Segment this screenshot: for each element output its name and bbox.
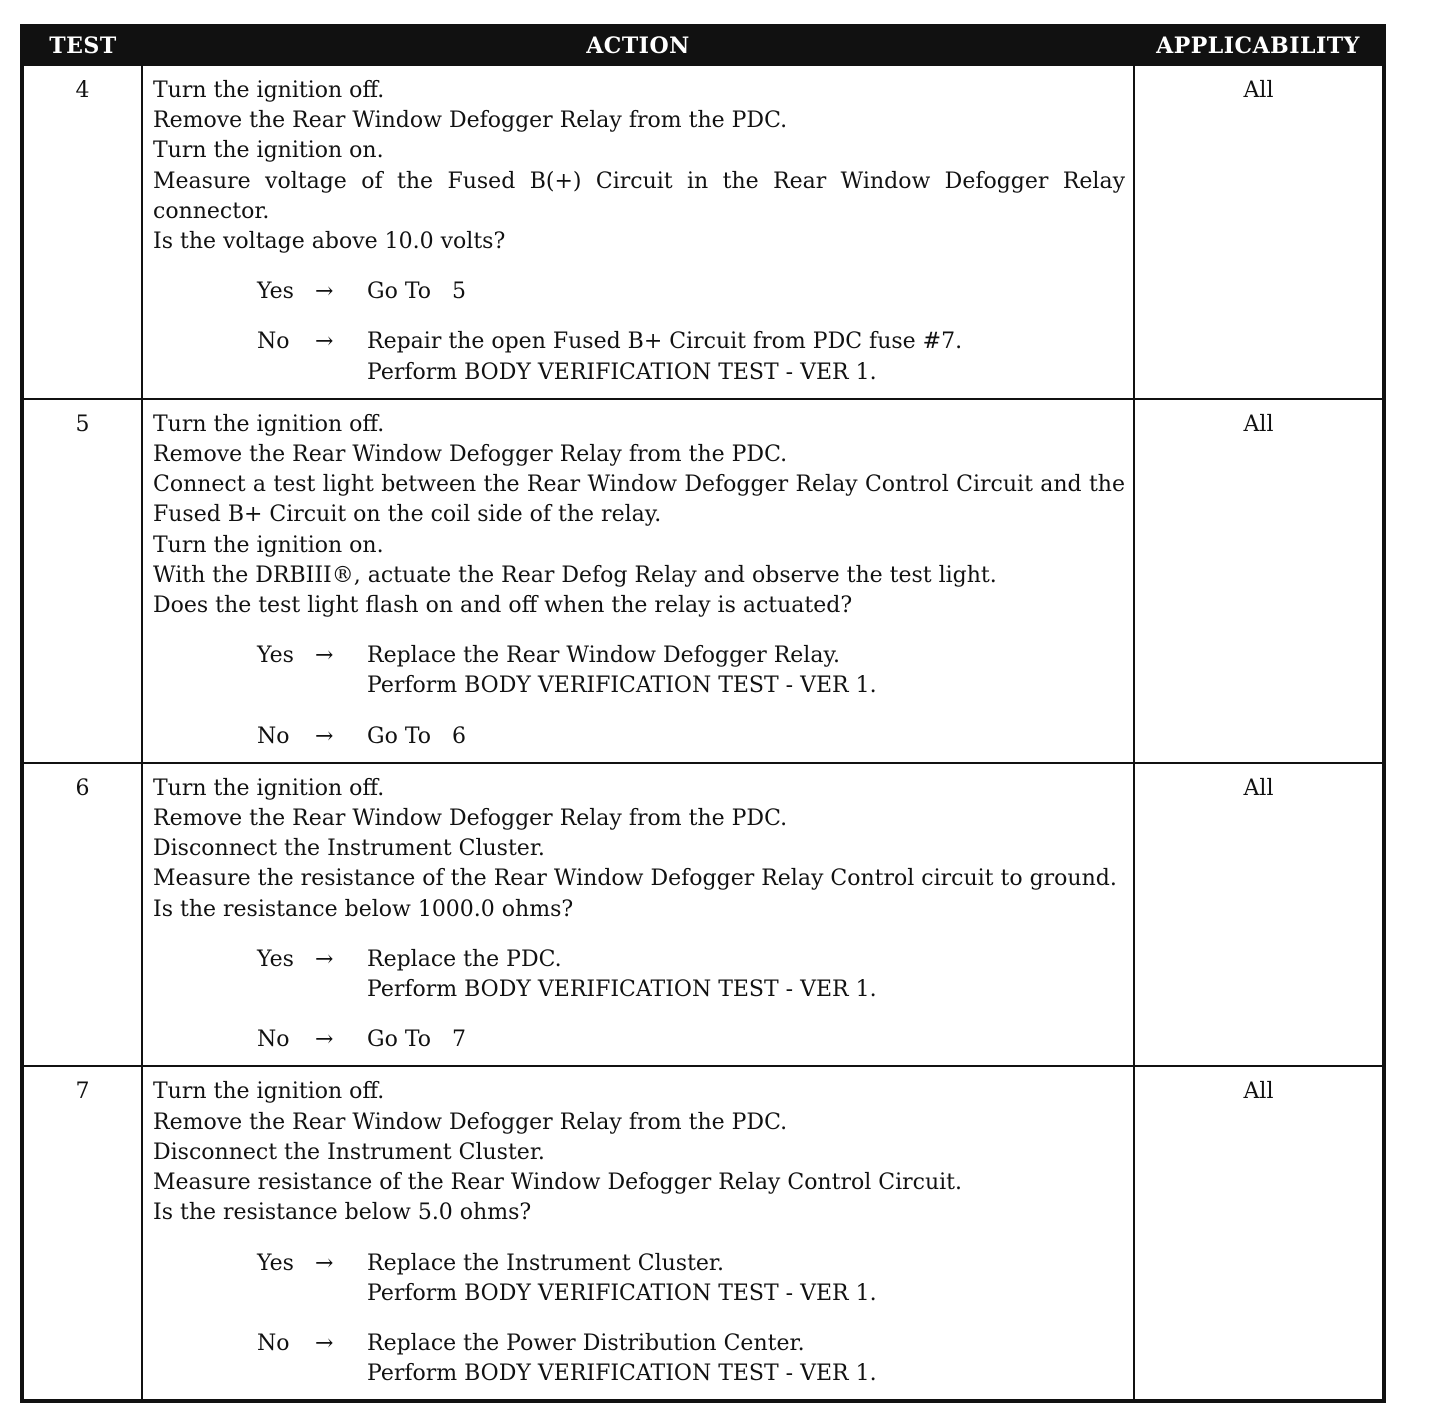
applicability-value: All (1134, 399, 1384, 763)
outcome-yes (153, 277, 1125, 307)
action-step: Turn the ignition off. (153, 411, 385, 437)
action-step: Measure the resistance of the Rear Window Defogger Relay Control circuit to ground. (153, 866, 1117, 892)
arrow-right-icon: → (315, 1027, 334, 1053)
outcome-line: Replace the Instrument Cluster. (367, 1250, 725, 1276)
outcome-line: Perform BODY VERIFICATION TEST - VER 1. (367, 977, 877, 1003)
action-step: Is the voltage above 10.0 volts? (153, 229, 506, 255)
arrow-right-icon: → (315, 946, 334, 972)
outcome-label: Yes (257, 1250, 294, 1276)
outcome-instructions (367, 277, 1125, 307)
outcome-yes (153, 641, 1125, 701)
action-step: Turn the ignition on. (153, 138, 384, 164)
action-step: Disconnect the Instrument Cluster. (153, 1139, 545, 1165)
action-step: Turn the ignition off. (153, 775, 385, 801)
arrow-right-icon: → (315, 723, 334, 749)
action-cell (142, 763, 1134, 1067)
action-step: Measure voltage of the Fused B(+) Circuit in the Rear Window Defogger Relay connector. (153, 168, 1125, 224)
action-step: Remove the Rear Window Defogger Relay from the PDC. (153, 442, 788, 468)
action-step: Turn the ignition off. (153, 78, 385, 103)
outcome-label: No (257, 723, 290, 749)
outcome-no (153, 1025, 1125, 1055)
outcome-label: No (257, 1330, 290, 1356)
arrow-right-icon: → (315, 279, 334, 305)
outcome-label: Yes (257, 279, 294, 305)
outcome-label: Yes (257, 643, 294, 669)
applicability-value: All (1134, 65, 1384, 399)
action-cell (142, 1066, 1134, 1401)
outcome-line: Perform BODY VERIFICATION TEST - VER 1. (367, 673, 877, 699)
table-row (22, 1066, 1384, 1401)
outcome-line: Go To 6 (367, 723, 466, 749)
outcome-yes (153, 1249, 1125, 1309)
arrow-right-icon: → (315, 1250, 334, 1276)
outcome-line: Go To 7 (367, 1027, 466, 1053)
outcome-label: No (257, 329, 290, 355)
test-number: 5 (22, 399, 142, 763)
action-step: Does the test light flash on and off when the relay is actuated? (153, 593, 853, 619)
arrow-right-icon: → (315, 329, 334, 355)
header-test: TEST (22, 26, 142, 65)
outcome-line: Go To 5 (367, 279, 466, 305)
outcome-instructions (367, 1329, 1125, 1389)
action-step: Turn the ignition on. (153, 532, 384, 558)
table-body (22, 65, 1384, 1401)
action-step: Remove the Rear Window Defogger Relay from the PDC. (153, 1109, 788, 1135)
diagnostic-test-table (20, 24, 1386, 1403)
outcome-line: Perform BODY VERIFICATION TEST - VER 1. (367, 1280, 877, 1306)
outcome-instructions (367, 722, 1125, 752)
header-applicability: APPLICABILITY (1134, 26, 1384, 65)
test-number: 7 (22, 1066, 142, 1401)
action-step: Remove the Rear Window Defogger Relay from the PDC. (153, 108, 788, 134)
outcome-instructions (367, 1249, 1125, 1309)
arrow-right-icon: → (315, 1330, 334, 1356)
action-step: Remove the Rear Window Defogger Relay from the PDC. (153, 806, 788, 832)
action-step: With the DRBIII®, actuate the Rear Defog Relay and observe the test light. (153, 562, 997, 588)
action-cell (142, 65, 1134, 399)
action-step: Turn the ignition off. (153, 1079, 385, 1105)
outcome-instructions (367, 945, 1125, 1005)
outcome-line: Replace the Rear Window Defogger Relay. (367, 643, 840, 669)
action-step: Disconnect the Instrument Cluster. (153, 836, 545, 862)
outcome-line: Replace the Power Distribution Center. (367, 1330, 805, 1356)
action-step: Is the resistance below 1000.0 ohms? (153, 896, 574, 922)
outcome-no (153, 1329, 1125, 1389)
outcome-no (153, 327, 1125, 387)
outcome-no (153, 722, 1125, 752)
outcome-line: Perform BODY VERIFICATION TEST - VER 1. (367, 359, 877, 385)
header-action: ACTION (142, 26, 1134, 65)
test-number: 6 (22, 763, 142, 1067)
outcome-line: Replace the PDC. (367, 946, 562, 972)
outcome-instructions (367, 327, 1125, 387)
outcome-instructions (367, 641, 1125, 701)
action-cell (142, 399, 1134, 763)
outcome-line: Perform BODY VERIFICATION TEST - VER 1. (367, 1361, 877, 1387)
table-row (22, 65, 1384, 399)
outcome-instructions (367, 1025, 1125, 1055)
applicability-value: All (1134, 1066, 1384, 1401)
table-row (22, 763, 1384, 1067)
outcome-label: Yes (257, 946, 294, 972)
outcome-yes (153, 945, 1125, 1005)
outcome-line: Repair the open Fused B+ Circuit from PDC fuse #7. (367, 329, 963, 355)
table-header-row (22, 26, 1384, 65)
table-row (22, 399, 1384, 763)
action-step: Measure resistance of the Rear Window Defogger Relay Control Circuit. (153, 1170, 962, 1196)
outcome-label: No (257, 1027, 290, 1053)
action-step: Is the resistance below 5.0 ohms? (153, 1200, 532, 1226)
test-number: 4 (22, 65, 142, 399)
applicability-value: All (1134, 763, 1384, 1067)
arrow-right-icon: → (315, 643, 334, 669)
action-step: Connect a test light between the Rear Window Defogger Relay Control Circuit and the Fused B+ Circuit on the coil side of the relay. (153, 472, 1125, 528)
diagnostic-test-page (20, 24, 1386, 1403)
